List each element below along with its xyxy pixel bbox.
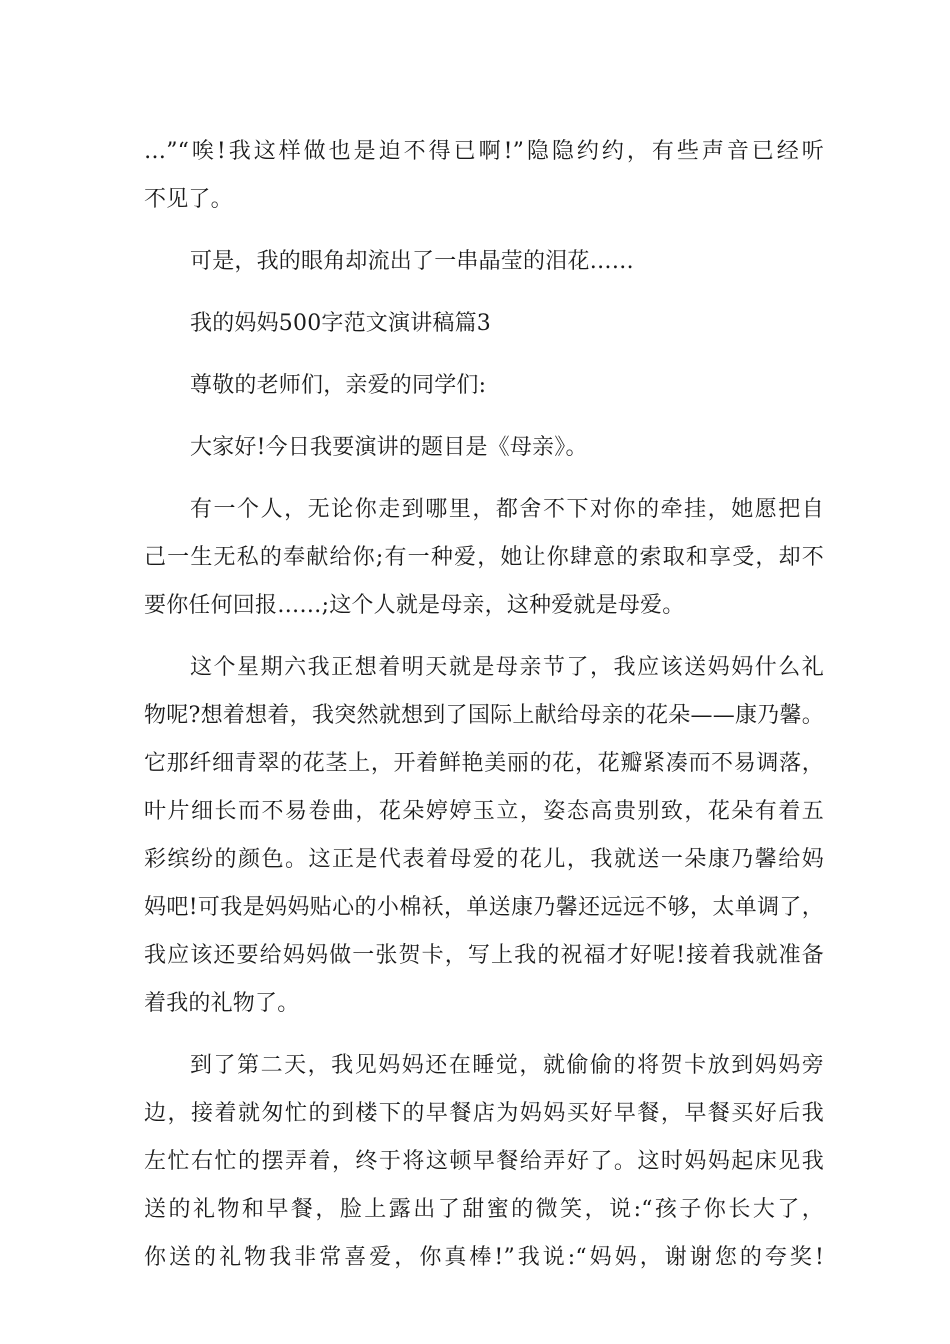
text-line: 妈吧!可我是妈妈贴心的小棉袄，单送康乃馨还远远不够，太单调了， [144,895,824,920]
paragraph-8 [144,1042,824,1282]
text-line: 叶片细长而不易卷曲，花朵婷婷玉立，姿态高贵别致，花朵有着五 [144,799,824,824]
text-line: 你送的礼物我非常喜爱，你真棒!”我说:“妈妈，谢谢您的夸奖! [144,1245,824,1270]
text-line: 这个星期六我正想着明天就是母亲节了，我应该送妈妈什么礼 [190,655,824,680]
text-line: 尊敬的老师们，亲爱的同学们: [190,373,487,398]
text-line: 不见了。 [144,187,233,212]
text-line: 有一个人，无论你走到哪里，都舍不下对你的牵挂，她愿把自 [190,497,824,522]
text-line: 彩缤纷的颜色。这正是代表着母爱的花儿，我就送一朵康乃馨给妈 [144,847,824,872]
text-line: 要你任何回报……;这个人就是母亲，这种爱就是母爱。 [144,593,685,618]
text-line: 着我的礼物了。 [144,991,300,1016]
text-line: 边，接着就匆忙的到楼下的早餐店为妈妈买好早餐，早餐买好后我 [144,1101,824,1126]
text-line: 我应该还要给妈妈做一张贺卡，写上我的祝福才好呢!接着我就准备 [144,943,824,968]
greeting [144,424,824,472]
paragraph-7 [144,644,824,1028]
text-line: 送的礼物和早餐，脸上露出了甜蜜的微笑，说:“孩子你长大了， [144,1197,824,1222]
salutation [144,362,824,410]
text-line: 大家好!今日我要演讲的题目是《母亲》。 [190,435,588,460]
paragraph-6 [144,486,824,630]
paragraph-1 [144,128,824,224]
text-line: 可是，我的眼角却流出了一串晶莹的泪花…… [190,249,635,274]
text-line: …”“唉!我这样做也是迫不得已啊!”隐隐约约，有些声音已经听 [144,139,824,164]
body-text [144,128,824,1282]
text-line: 到了第二天，我见妈妈还在睡觉，就偷偷的将贺卡放到妈妈旁 [190,1053,824,1078]
section-heading [144,300,824,348]
text-line: 左忙右忙的摆弄着，终于将这顿早餐给弄好了。这时妈妈起床见我 [144,1149,824,1174]
text-line: 物呢?想着想着，我突然就想到了国际上献给母亲的花朵——康乃馨。 [144,703,824,728]
text-line: 己一生无私的奉献给你;有一种爱，她让你肆意的索取和享受，却不 [144,545,824,570]
paragraph-2 [144,238,824,286]
text-line: 它那纤细青翠的花茎上，开着鲜艳美丽的花，花瓣紧凑而不易调落， [144,751,824,776]
section-heading-text: 我的妈妈500字范文演讲稿篇3 [190,311,491,336]
